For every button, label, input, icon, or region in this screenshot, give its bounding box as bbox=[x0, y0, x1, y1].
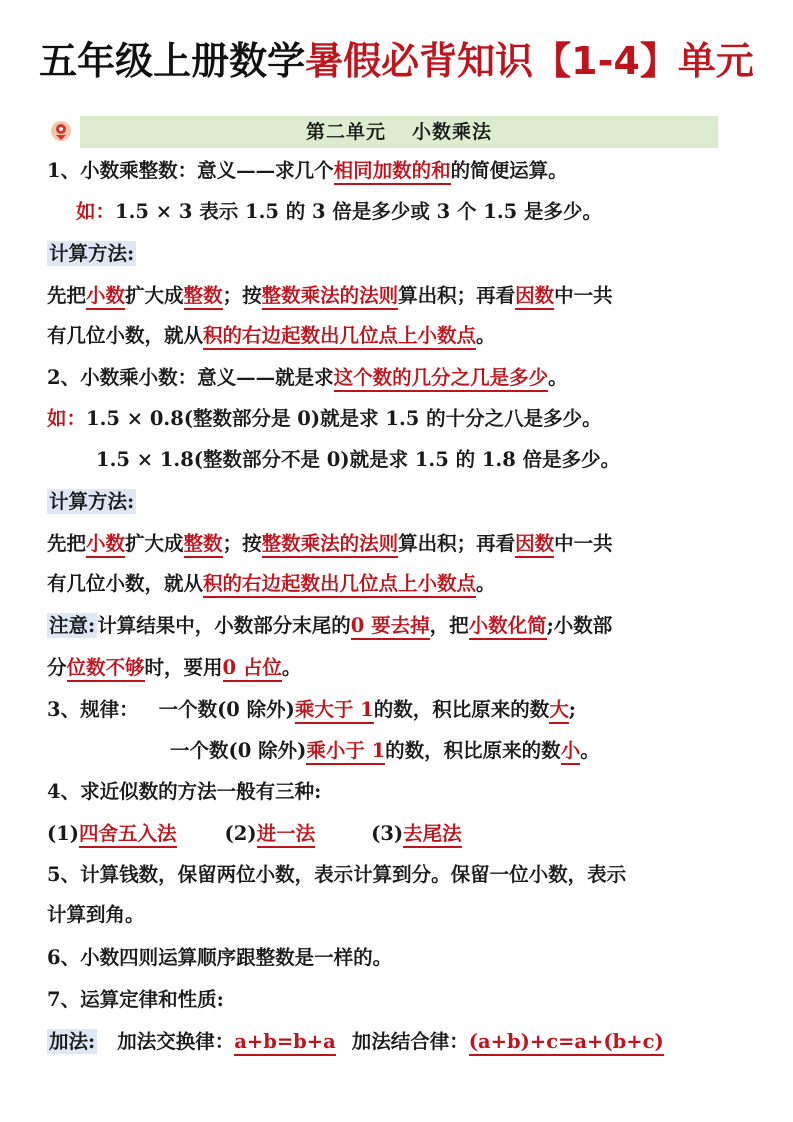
approx-methods bbox=[47, 820, 462, 848]
line-2 bbox=[47, 364, 568, 392]
method-label: 计算方法: bbox=[49, 490, 135, 513]
method-line-4 bbox=[47, 570, 496, 598]
text: 1、小数乘整数：意义——求几个 bbox=[47, 159, 334, 182]
underlined-answer: 去尾法 bbox=[403, 822, 462, 848]
underlined-answer: 小数 bbox=[86, 284, 125, 310]
line-example-3 bbox=[96, 446, 620, 474]
text: 的简便运算。 bbox=[450, 159, 568, 182]
underlined-answer: 小数化简 bbox=[469, 614, 547, 640]
underlined-answer: 大 bbox=[549, 698, 569, 724]
line-1 bbox=[47, 157, 568, 185]
text: 算出积；再看 bbox=[398, 532, 516, 555]
addition-laws bbox=[47, 1028, 664, 1056]
method-heading-1 bbox=[47, 240, 136, 268]
text: 。 bbox=[548, 366, 568, 389]
text: 先把 bbox=[47, 284, 87, 307]
underlined-answer: 0 要去掉 bbox=[351, 614, 430, 640]
title-part-2: 暑假必背知识【1-4】单元 bbox=[305, 39, 754, 83]
money-line-1 bbox=[47, 861, 626, 889]
underlined-answer: 小数 bbox=[86, 532, 125, 558]
underlined-answer: 整数 bbox=[184, 532, 223, 558]
note-label: 注意: bbox=[49, 614, 96, 637]
text: 3、规律： bbox=[47, 698, 139, 721]
underlined-answer: a+b=b+a bbox=[234, 1030, 336, 1056]
section-banner bbox=[80, 116, 718, 148]
text: 计算结果中，小数部分末尾的 bbox=[97, 614, 351, 637]
text: 1.5 × 3 表示 1.5 的 3 倍是多少或 3 个 1.5 是多少。 bbox=[115, 200, 603, 223]
text: 时，要用 bbox=[144, 656, 223, 679]
text: 7、运算定律和性质: bbox=[47, 988, 224, 1011]
text: 先把 bbox=[47, 532, 87, 555]
underlined-answer: (a+b)+c=a+(b+c) bbox=[469, 1030, 664, 1056]
underlined-answer: 积的右边起数出几位点上小数点 bbox=[203, 324, 476, 350]
text: 。 bbox=[476, 324, 496, 347]
text: 。 bbox=[580, 739, 600, 762]
underlined-answer: 整数乘法的法则 bbox=[262, 532, 399, 558]
text: 扩大成 bbox=[125, 532, 184, 555]
text: 2、小数乘小数：意义——就是求 bbox=[47, 366, 334, 389]
method-line-1 bbox=[47, 282, 613, 310]
text: (3) bbox=[371, 822, 404, 845]
underlined-answer: 乘小于 1 bbox=[306, 739, 385, 765]
example-label: 如： bbox=[76, 200, 116, 223]
text: 扩大成 bbox=[125, 284, 184, 307]
text: 有几位小数，就从 bbox=[47, 572, 204, 595]
text: (2) bbox=[224, 822, 257, 845]
text: 有几位小数，就从 bbox=[47, 324, 204, 347]
note-line-1 bbox=[47, 612, 612, 640]
section-topic: 小数乘法 bbox=[412, 121, 493, 143]
order-line bbox=[47, 944, 392, 972]
underlined-answer: 整数乘法的法则 bbox=[262, 284, 399, 310]
text: ；按 bbox=[222, 532, 262, 555]
text: ；按 bbox=[222, 284, 262, 307]
underlined-answer: 因数 bbox=[515, 284, 554, 310]
underlined-answer: 0 占位 bbox=[223, 656, 282, 682]
text: 1.5 × 0.8(整数部分是 0)就是求 1.5 的十分之八是多少。 bbox=[86, 407, 602, 430]
text: 一个数(0 除外) bbox=[170, 739, 307, 762]
underlined-answer: 进一法 bbox=[257, 822, 316, 848]
text: 中一共 bbox=[554, 532, 613, 555]
text: 一个数(0 除外) bbox=[158, 698, 295, 721]
method-line-3 bbox=[47, 530, 613, 558]
title-part-1: 五年级上册数学 bbox=[39, 39, 306, 83]
rule-line-2 bbox=[170, 737, 600, 765]
example-label: 如： bbox=[47, 407, 87, 430]
text: 计算到角。 bbox=[47, 903, 145, 926]
line-example-2 bbox=[47, 405, 602, 433]
text: 。 bbox=[281, 656, 302, 679]
underlined-answer: 位数不够 bbox=[67, 656, 145, 682]
text: (1) bbox=[47, 822, 80, 845]
text: 5、计算钱数，保留两位小数，表示计算到分。保留一位小数，表示 bbox=[47, 863, 627, 886]
text: 6、小数四则运算顺序跟整数是一样的。 bbox=[47, 946, 393, 969]
underlined-answer: 乘大于 1 bbox=[295, 698, 374, 724]
text: 加法交换律： bbox=[117, 1030, 235, 1053]
text: ，把 bbox=[429, 614, 469, 637]
underlined-answer: 这个数的几分之几是多少 bbox=[334, 366, 549, 392]
underlined-answer: 整数 bbox=[184, 284, 223, 310]
text: 加法结合律： bbox=[351, 1030, 469, 1053]
underlined-answer: 积的右边起数出几位点上小数点 bbox=[203, 572, 476, 598]
method-label: 计算方法: bbox=[49, 242, 135, 265]
text: 中一共 bbox=[554, 284, 613, 307]
text: ; bbox=[568, 698, 576, 721]
rule-line-1 bbox=[47, 696, 576, 724]
underlined-answer: 四舍五入法 bbox=[79, 822, 177, 848]
page-title bbox=[0, 36, 793, 86]
method-heading-2 bbox=[47, 488, 136, 516]
addition-label: 加法: bbox=[49, 1030, 96, 1053]
note-line-2 bbox=[47, 654, 301, 682]
location-pin-icon bbox=[50, 120, 72, 142]
text: ;小数部 bbox=[546, 614, 613, 637]
money-line-2 bbox=[47, 901, 145, 929]
text: 。 bbox=[476, 572, 496, 595]
text: 4、求近似数的方法一般有三种: bbox=[47, 780, 322, 803]
underlined-answer: 小 bbox=[561, 739, 581, 765]
laws-heading bbox=[47, 986, 224, 1014]
text: 分 bbox=[47, 656, 67, 679]
text: 的数，积比原来的数 bbox=[385, 739, 561, 762]
underlined-answer: 因数 bbox=[515, 532, 554, 558]
method-line-2 bbox=[47, 322, 496, 350]
text: 1.5 × 1.8(整数部分不是 0)就是求 1.5 的 1.8 倍是多少。 bbox=[96, 448, 621, 471]
approx-heading bbox=[47, 778, 321, 806]
underlined-answer: 相同加数的和 bbox=[334, 159, 451, 185]
text: 的数，积比原来的数 bbox=[373, 698, 550, 721]
section-unit: 第二单元 bbox=[305, 121, 386, 143]
text: 算出积；再看 bbox=[398, 284, 516, 307]
line-example-1 bbox=[76, 198, 602, 226]
